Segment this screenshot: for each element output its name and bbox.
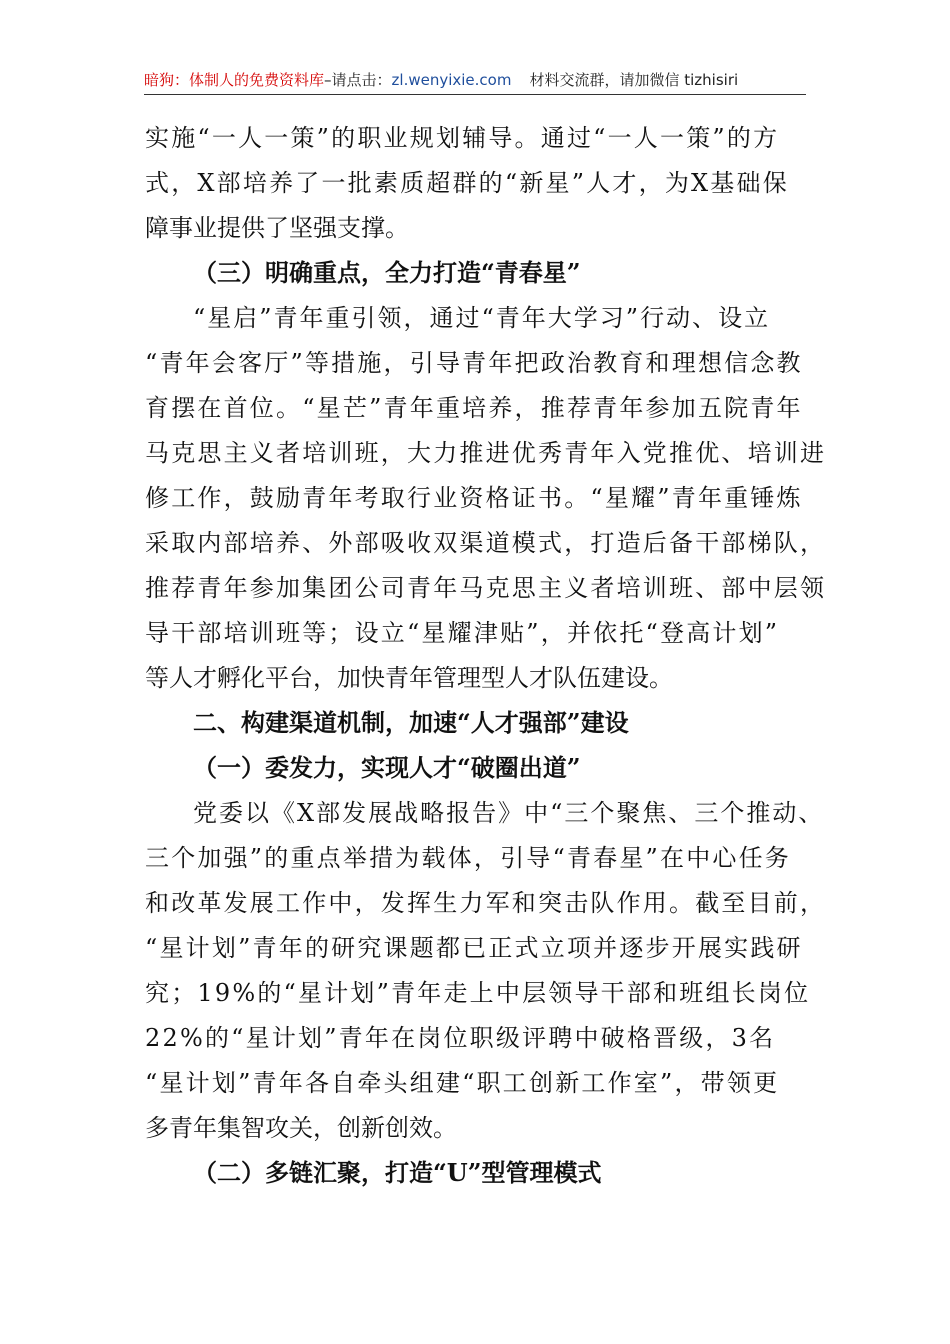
body-line: 推荐青年参加集团公司青年马克思主义者培训班、部中层领 <box>145 574 827 602</box>
header-prompt: –请点击： <box>324 71 392 89</box>
body-line: 式，X部培养了一批素质超群的“新星”人才，为X基础保 <box>145 169 789 197</box>
body-line: “星计划”青年的研究课题都已正式立项并逐步开展实践研 <box>145 934 803 962</box>
body-line: 采取内部培养、外部吸收双渠道模式，打造后备干部梯队， <box>145 529 827 557</box>
subheading: （二）多链汇聚，打造“U”型管理模式 <box>193 1158 602 1187</box>
body-line: 障事业提供了坚强支撑。 <box>145 214 409 242</box>
body-line: 育摆在首位。“星芒”青年重培养，推荐青年参加五院青年 <box>145 394 803 422</box>
body-line: 马克思主义者培训班，大力推进优秀青年入党推优、培训进 <box>145 439 827 467</box>
header-link[interactable]: zl.wenyixie.com <box>391 71 512 89</box>
header-brand: 暗狗：体制人的免费资料库 <box>144 71 325 89</box>
header-wechat-note: 材料交流群，请加微信 tizhisiri <box>529 71 739 89</box>
body-line: “星计划”青年各自牵头组建“职工创新工作室”，带领更 <box>145 1069 780 1097</box>
body-line: 等人才孵化平台，加快青年管理型人才队伍建设。 <box>145 664 673 692</box>
page-header <box>144 70 806 90</box>
body-line: “星启”青年重引领，通过“青年大学习”行动、设立 <box>193 304 771 332</box>
subheading: （一）委发力，实现人才“破圈出道” <box>193 753 581 782</box>
body-line: 导干部培训班等；设立“星耀津贴”，并依托“登高计划” <box>145 619 780 647</box>
body-line: 修工作，鼓励青年考取行业资格证书。“星耀”青年重锤炼 <box>145 484 803 512</box>
body-line: 实施“一人一策”的职业规划辅导。通过“一人一策”的方 <box>145 124 780 152</box>
body-line: 22%的“星计划”青年在岗位职级评聘中破格晋级，3名 <box>145 1024 776 1052</box>
body-line: 究；19%的“星计划”青年走上中层领导干部和班组长岗位 <box>145 979 811 1007</box>
header-divider <box>144 94 806 95</box>
body-line: “青年会客厅”等措施，引导青年把政治教育和理想信念教 <box>145 349 803 377</box>
section-heading: 二、构建渠道机制，加速“人才强部”建设 <box>193 708 629 737</box>
body-line: 多青年集智攻关，创新创效。 <box>145 1114 457 1142</box>
subheading: （三）明确重点，全力打造“青春星” <box>193 258 581 287</box>
body-line: 党委以《X部发展战略报告》中“三个聚焦、三个推动、 <box>193 799 825 827</box>
body-line: 三个加强”的重点举措为载体，引导“青春星”在中心任务 <box>145 844 792 872</box>
body-line: 和改革发展工作中，发挥生力军和突击队作用。截至目前， <box>145 889 827 917</box>
